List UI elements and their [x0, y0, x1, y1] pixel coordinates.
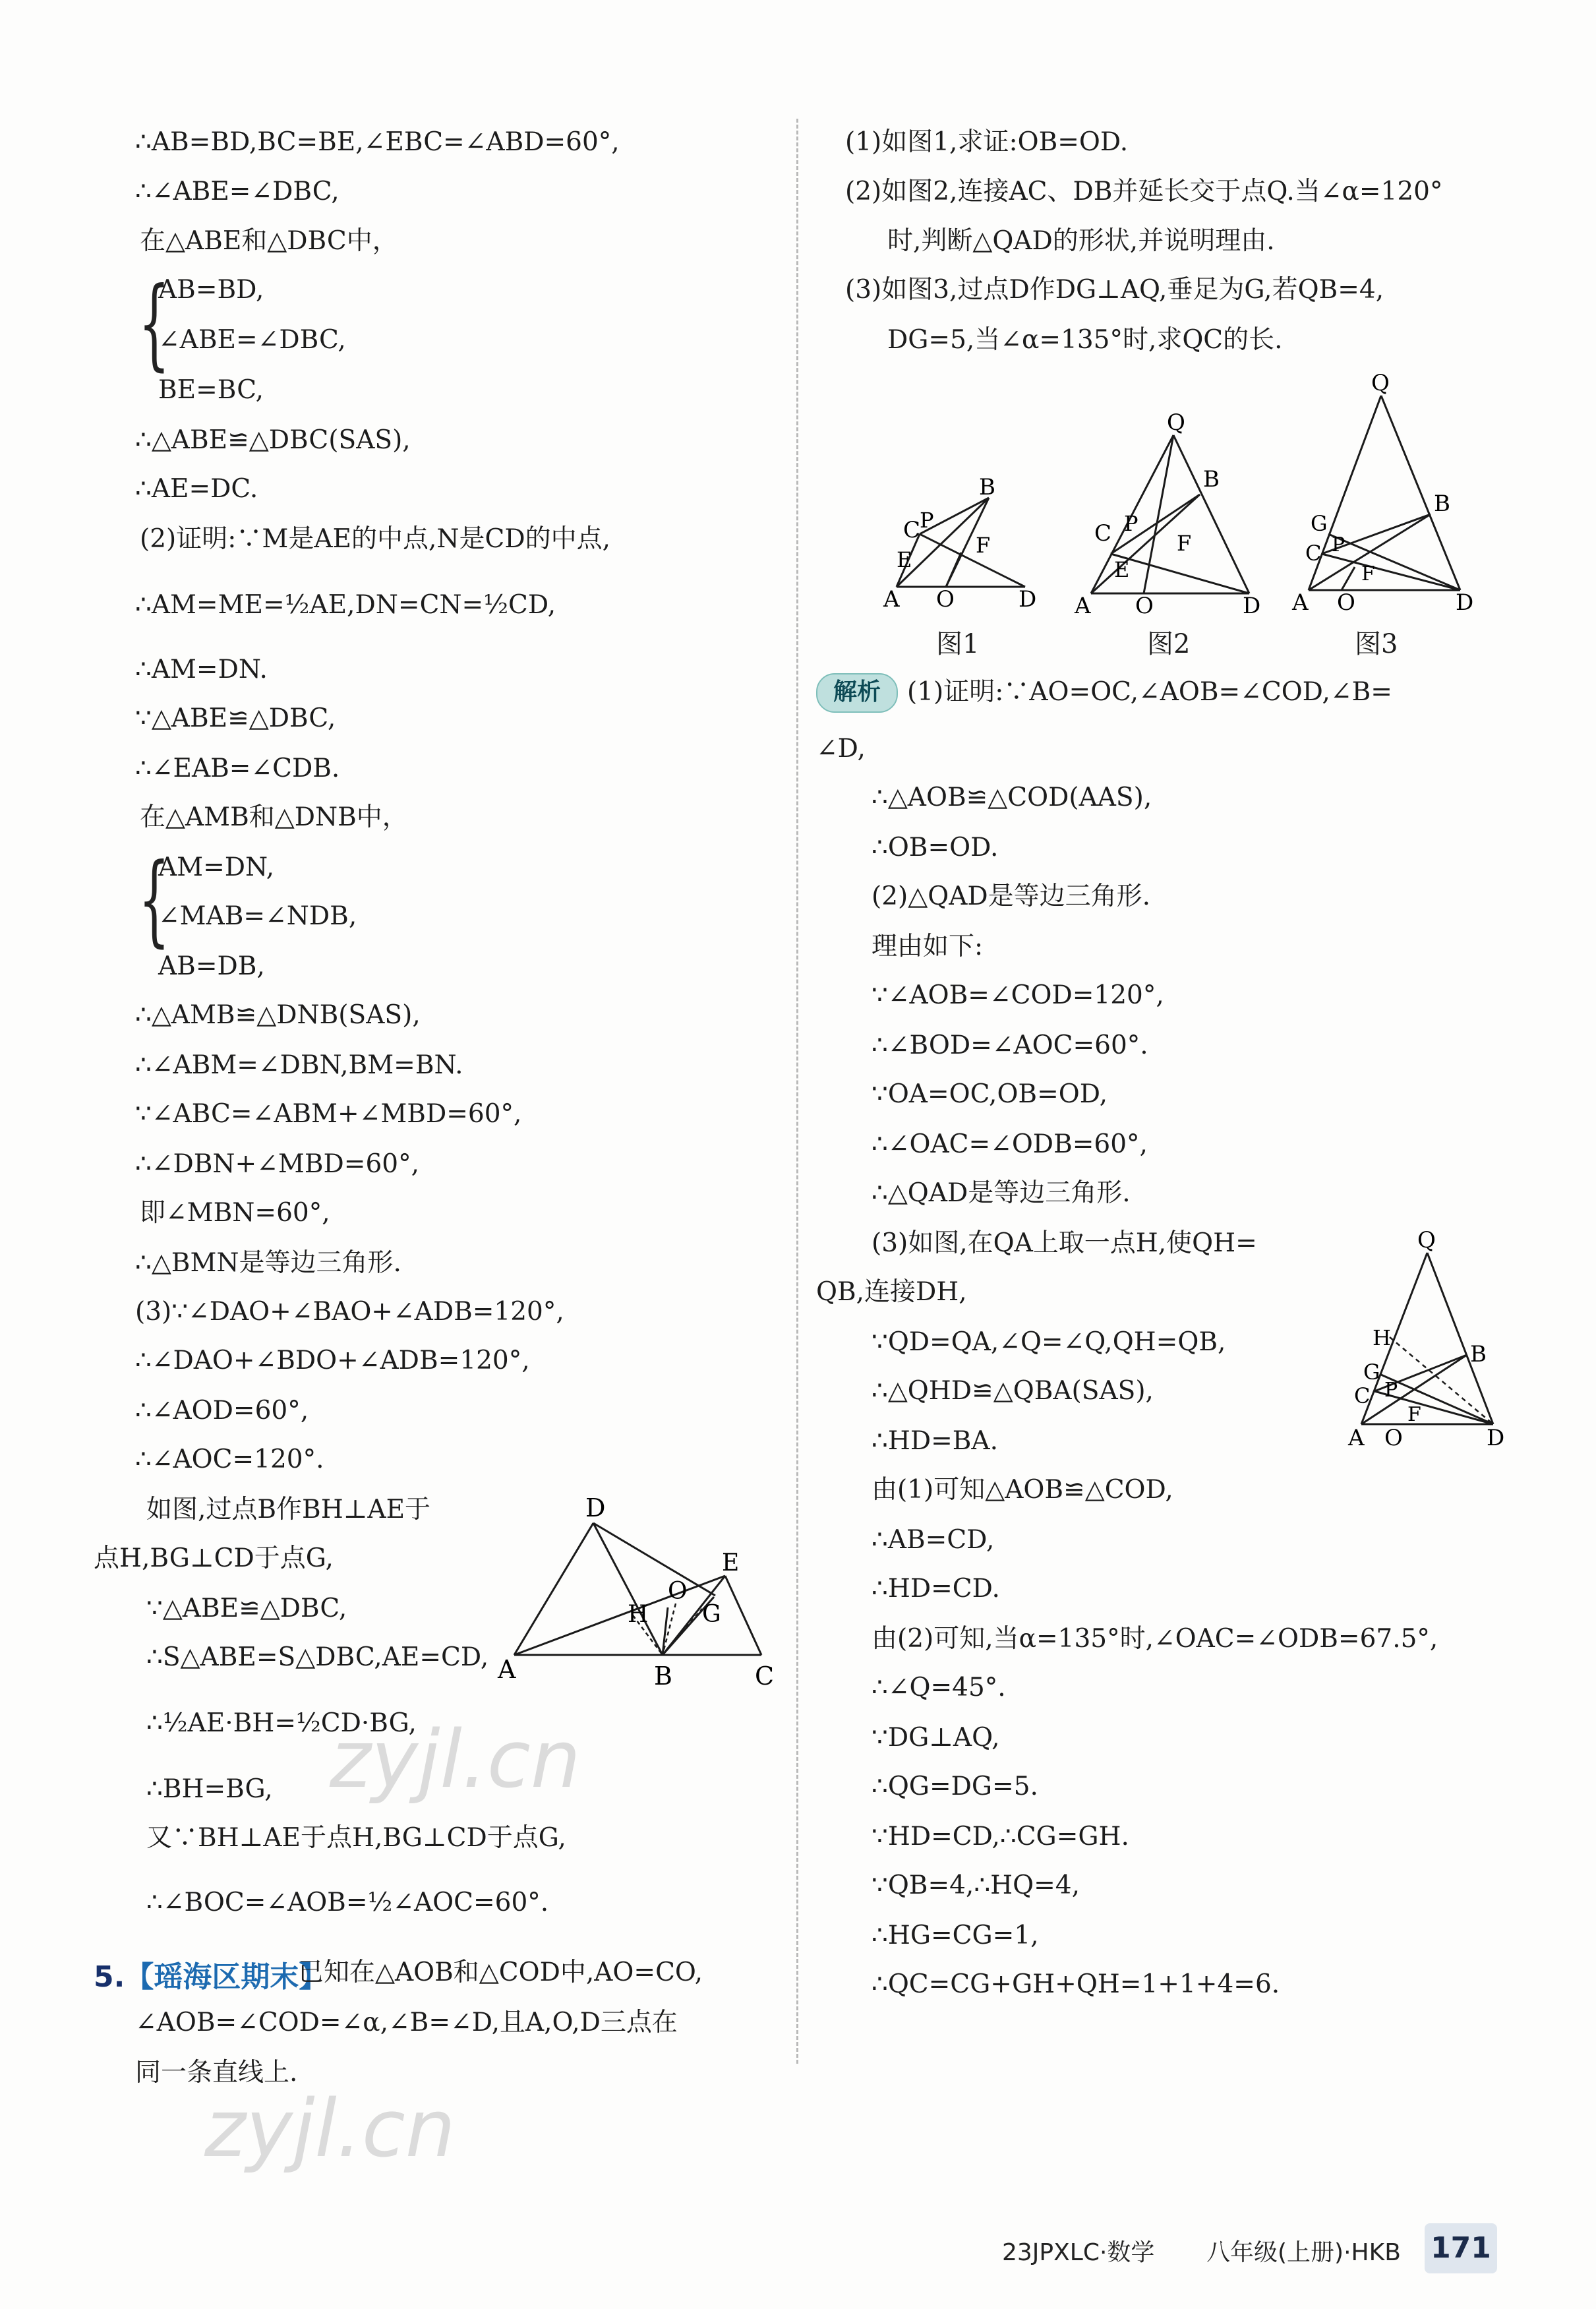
page-number: 171 [1425, 2223, 1497, 2273]
svg-text:H: H [628, 1601, 649, 1628]
svg-text:F: F [1361, 562, 1375, 585]
text-line: ∴HG=CG=1, [872, 1921, 1039, 1950]
svg-text:Q: Q [1417, 1227, 1436, 1253]
text-line: ∴∠DBN+∠MBD=60°, [135, 1149, 419, 1179]
text-line: ∴AM=DN. [135, 655, 268, 684]
figure-1 [883, 474, 1037, 613]
svg-text:O: O [1384, 1425, 1403, 1451]
watermark: zyjl.cn [330, 1714, 581, 1806]
text-line: ∴HD=CD. [872, 1574, 1000, 1604]
svg-text:A: A [1292, 589, 1309, 616]
figure-1-caption: 图1 [936, 629, 980, 659]
text-line: ∴∠EAB=∠CDB. [135, 754, 340, 783]
svg-text:A: A [498, 1655, 516, 1684]
svg-text:P: P [1332, 533, 1345, 556]
svg-text:C: C [755, 1662, 775, 1691]
svg-text:G: G [1311, 511, 1328, 536]
svg-text:B: B [1470, 1341, 1487, 1367]
text-line: ∵△ABE≌△DBC, [135, 704, 336, 733]
text-line: ∴△QHD≌△QBA(SAS), [872, 1376, 1154, 1406]
text-line: ∴HD=BA. [872, 1426, 998, 1456]
svg-text:B: B [654, 1662, 672, 1691]
text-line: BE=BC, [158, 375, 264, 405]
text-line: ∴∠Q=45°. [872, 1673, 1006, 1702]
question-number: 5. [94, 1960, 125, 1994]
text-line: ∴△QAD是等边三角形. [872, 1178, 1131, 1208]
text-line: (1)如图1,求证:OB=OD. [845, 127, 1129, 157]
svg-text:B: B [979, 474, 995, 500]
text-line: ∴∠ABE=∠DBC, [135, 177, 340, 206]
text-line: ∵∠AOB=∠COD=120°, [872, 980, 1164, 1010]
figure-3 [1292, 369, 1477, 616]
text-line: 由(2)可知,当α=135°时,∠OAC=∠ODB=67.5°, [872, 1624, 1438, 1654]
text-line: 即∠MBN=60°, [140, 1198, 330, 1228]
text-line: 理由如下: [872, 932, 984, 961]
figure-2-caption: 图2 [1147, 629, 1191, 659]
text-line: ∵OA=OC,OB=OD, [872, 1079, 1108, 1109]
text-line: ∵HD=CD,∴CG=GH. [872, 1822, 1129, 1851]
svg-text:A: A [883, 586, 900, 613]
text-line: ∴S△ABE=S△DBC,AE=CD, [146, 1642, 489, 1672]
text-line: (2)证明:∵M是AE的中点,N是CD的中点, [140, 524, 610, 554]
watermark: zyjl.cn [204, 2084, 456, 2175]
svg-text:E: E [897, 547, 912, 572]
text-line: ∴∠AOC=120°. [135, 1445, 324, 1474]
text-line: 如图,过点B作BH⊥AE于 [146, 1495, 431, 1524]
svg-text:O: O [1337, 589, 1355, 616]
svg-text:F: F [1407, 1403, 1421, 1426]
svg-text:E: E [722, 1549, 740, 1576]
text-line: ∵∠ABC=∠ABM+∠MBD=60°, [135, 1099, 522, 1129]
text-line: (3)∵∠DAO+∠BAO+∠ADB=120°, [135, 1297, 564, 1327]
text-line: ∴∠BOC=∠AOB=½∠AOC=60°. [146, 1888, 549, 1917]
svg-text:P: P [1384, 1379, 1398, 1402]
column-divider [796, 119, 798, 2064]
svg-text:D: D [1243, 593, 1261, 619]
text-line: ∠ABE=∠DBC, [158, 325, 346, 355]
text-line: ∴△AOB≌△COD(AAS), [872, 783, 1152, 812]
text-line: 在△AMB和△DNB中， [140, 802, 408, 832]
svg-text:P: P [1124, 511, 1138, 536]
text-line: ∠AOB=∠COD=∠α,∠B=∠D,且A,O,D三点在 [135, 2008, 678, 2037]
text-line: (1)证明:∵AO=OC,∠AOB=∠COD,∠B= [907, 677, 1392, 707]
figure-2 [1075, 409, 1266, 619]
text-line: ∴△BMN是等边三角形. [135, 1248, 401, 1278]
text-line: ∵DG⊥AQ, [872, 1723, 1000, 1753]
svg-text:O: O [936, 586, 955, 613]
text-line: ∴QG=DG=5. [872, 1772, 1038, 1801]
svg-text:G: G [702, 1601, 721, 1628]
svg-text:H: H [1373, 1325, 1391, 1350]
system-brace: { [138, 843, 170, 957]
svg-text:D: D [1456, 589, 1474, 616]
solution-badge: 解析 [816, 673, 898, 713]
text-line: 在△ABE和△DBC中， [140, 226, 398, 256]
text-line: AM=DN, [158, 853, 275, 882]
svg-text:G: G [1363, 1360, 1380, 1385]
text-line: ∴AB=BD,BC=BE,∠EBC=∠ABD=60°, [135, 127, 620, 157]
text-line: ∴AE=DC. [135, 474, 258, 504]
text-line: DG=5,当∠α=135°时,求QC的长. [887, 325, 1283, 355]
text-line: 点H,BG⊥CD于点G, [94, 1544, 334, 1573]
text-line: ∴∠ABM=∠DBN,BM=BN. [135, 1050, 463, 1080]
text-line: ∴∠BOD=∠AOC=60°. [872, 1031, 1148, 1060]
svg-text:O: O [1135, 593, 1154, 619]
svg-text:E: E [1114, 557, 1130, 582]
text-line: 又∵BH⊥AE于点H,BG⊥CD于点G, [146, 1823, 566, 1853]
text-line: 同一条直线上. [135, 2058, 298, 2087]
svg-text:B: B [1434, 491, 1450, 517]
footer-grade: 八年级(上册)·HKB [1206, 2239, 1401, 2266]
text-line: ∵QD=QA,∠Q=∠Q,QH=QB, [872, 1327, 1226, 1357]
svg-text:F: F [976, 533, 991, 558]
question-source-tag: 【瑶海区期末】 [125, 1960, 328, 1994]
text-line: AB=DB, [158, 951, 265, 981]
text-line: (2)如图2,连接AC、DB并延长交于点Q.当∠α=120° [845, 177, 1443, 206]
text-line: ∠MAB=∠NDB, [158, 901, 357, 931]
svg-text:D: D [1019, 586, 1037, 613]
svg-text:D: D [585, 1493, 606, 1522]
text-line: ∵△ABE≌△DBC, [146, 1594, 347, 1623]
svg-text:C: C [903, 517, 921, 543]
text-line: ∴AB=CD, [872, 1525, 995, 1555]
text-line: ∴△AMB≌△DNB(SAS), [135, 1000, 421, 1030]
svg-text:C: C [1354, 1383, 1371, 1408]
svg-text:C: C [1094, 520, 1112, 547]
figure-left [498, 1493, 784, 1694]
text-line: (3)如图3,过点D作DG⊥AQ,垂足为G,若QB=4, [845, 275, 1384, 305]
svg-text:Q: Q [1167, 409, 1185, 436]
text-line: ∴△ABE≌△DBC(SAS), [135, 425, 411, 455]
system-brace: { [138, 266, 170, 381]
text-line: ∴½AE·BH=½CD·BG, [146, 1708, 417, 1738]
text-line: AB=BD, [158, 275, 264, 305]
svg-text:O: O [668, 1578, 688, 1605]
text-line: ∴∠AOD=60°, [135, 1396, 309, 1425]
svg-text:B: B [1203, 466, 1220, 493]
text-line: 已知在△AOB和△COD中,AO=CO, [298, 1958, 703, 1987]
footer-code: 23JPXLC·数学 [1002, 2239, 1155, 2266]
text-line: ∴BH=BG, [146, 1774, 273, 1804]
svg-text:Q: Q [1371, 370, 1390, 396]
figure-solution-3 [1345, 1226, 1503, 1451]
svg-text:F: F [1177, 531, 1192, 556]
text-line: (2)△QAD是等边三角形. [872, 882, 1151, 911]
text-line: 由(1)可知△AOB≌△COD, [872, 1475, 1173, 1505]
svg-text:A: A [1075, 593, 1091, 619]
text-line: 时,判断△QAD的形状,并说明理由. [887, 226, 1275, 256]
svg-text:C: C [1305, 541, 1322, 566]
figure-3-caption: 图3 [1355, 629, 1398, 659]
text-line: ∴∠OAC=∠ODB=60°, [872, 1129, 1148, 1159]
text-line: (3)如图,在QA上取一点H,使QH= [872, 1228, 1257, 1258]
svg-text:A: A [1348, 1425, 1365, 1451]
svg-text:P: P [920, 508, 934, 533]
question-5-heading [94, 1953, 328, 1995]
svg-text:D: D [1487, 1425, 1505, 1451]
text-line: ∵QB=4,∴HQ=4, [872, 1871, 1080, 1900]
text-line: ∠D, [816, 734, 866, 764]
text-line: ∴OB=OD. [872, 833, 999, 862]
text-line: ∴QC=CG+GH+QH=1+1+4=6. [872, 1969, 1280, 1999]
text-line: ∴AM=ME=½AE,DN=CN=½CD, [135, 590, 556, 620]
text-line: ∴∠DAO+∠BDO+∠ADB=120°, [135, 1346, 530, 1375]
text-line: QB,连接DH, [816, 1277, 967, 1307]
